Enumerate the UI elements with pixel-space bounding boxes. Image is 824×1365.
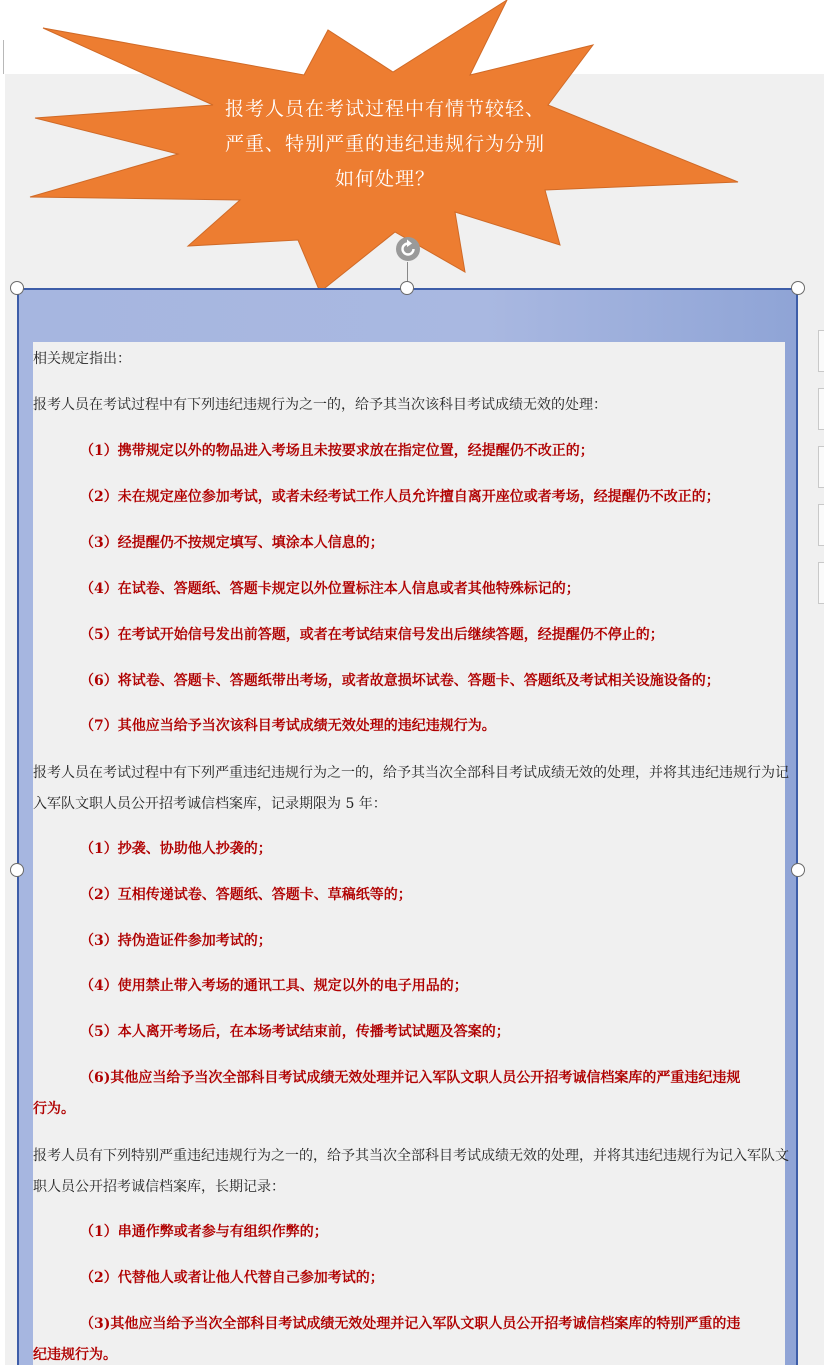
section2-heading-line1: 报考人员在考试过程中有下列严重违纪违规行为之一的，给予其当次全部科目考试成绩无效的处理，并将其违纪违规行为记 [33,765,789,781]
section1-item: （4）在试卷、答题纸、答题卡规定以外位置标注本人信息或者其他特殊标记的； [80,581,580,597]
callout-text [185,92,585,197]
section2-item6-line1: （6)其他应当给予当次全部科目考试成绩无效处理并记入军队文职人员公开招考诚信档案库的严重违纪违规 [80,1070,741,1086]
callout-line-3: 如何处理？ [334,168,435,190]
section1-item: （1）携带规定以外的物品进入考场且未按要求放在指定位置，经提醒仍不改正的； [80,443,594,459]
section2-item: （1）抄袭、协助他人抄袭的； [80,841,272,857]
section1-item: （2）未在规定座位参加考试，或者未经考试工作人员允许擅自离开座位或者考场，经提醒仍不改正的； [80,489,720,505]
section3-item3-line2: 纪违规行为。 [33,1347,117,1363]
resize-handle-top-left[interactable] [10,281,24,295]
intro-text: 相关规定指出： [33,351,131,367]
section2-item: （2）互相传递试卷、答题纸、答题卡、草稿纸等的； [80,887,412,903]
section2-item6-line2: 行为。 [33,1101,75,1117]
section2-item: （3）持伪造证件参加考试的； [80,933,272,949]
side-tab[interactable] [818,562,824,604]
section1-item: （5）在考试开始信号发出前答题，或者在考试结束信号发出后继续答题，经提醒仍不停止的； [80,627,664,643]
side-tab[interactable] [818,504,824,546]
callout-line-2: 严重、特别严重的违纪违规行为分别 [224,133,545,155]
section1-heading: 报考人员在考试过程中有下列违纪违规行为之一的，给予其当次该科目考试成绩无效的处理： [33,397,607,413]
section1-item: （3）经提醒仍不按规定填写、填涂本人信息的； [80,535,384,551]
section3-heading-line2: 职人员公开招考诚信档案库，长期记录： [33,1179,285,1195]
side-tab[interactable] [818,388,824,430]
section3-item: （2）代替他人或者让他人代替自己参加考试的； [80,1270,384,1286]
section3-item: （1）串通作弊或者参与有组织作弊的； [80,1224,328,1240]
side-tab[interactable] [818,446,824,488]
section1-item: （7）其他应当给予当次该科目考试成绩无效处理的违纪违规行为。 [80,718,496,734]
section3-heading-line1: 报考人员有下列特别严重违纪违规行为之一的，给予其当次全部科目考试成绩无效的处理，并将其违纪违规行为记入军队文 [33,1148,789,1164]
callout-line-1: 报考人员在考试过程中有情节较轻、 [224,98,545,120]
rotate-handle-icon[interactable] [395,236,421,262]
side-tab[interactable] [818,330,824,372]
section2-item: （4）使用禁止带入考场的通讯工具、规定以外的电子用品的； [80,978,468,994]
resize-handle-top-center[interactable] [400,281,414,295]
resize-handle-mid-left[interactable] [10,863,24,877]
resize-handle-top-right[interactable] [791,281,805,295]
section3-item3-line1: （3)其他应当给予当次全部科目考试成绩无效处理并记入军队文职人员公开招考诚信档案库的特别严重的违 [80,1316,741,1332]
section1-item: （6）将试卷、答题卡、答题纸带出考场，或者故意损坏试卷、答题卡、答题纸及考试相关设施设备的； [80,673,720,689]
section2-heading-line2: 入军队文职人员公开招考诚信档案库，记录期限为 5 年： [33,796,387,812]
section2-item: （5）本人离开考场后，在本场考试结束前，传播考试试题及答案的； [80,1024,510,1040]
resize-handle-mid-right[interactable] [791,863,805,877]
